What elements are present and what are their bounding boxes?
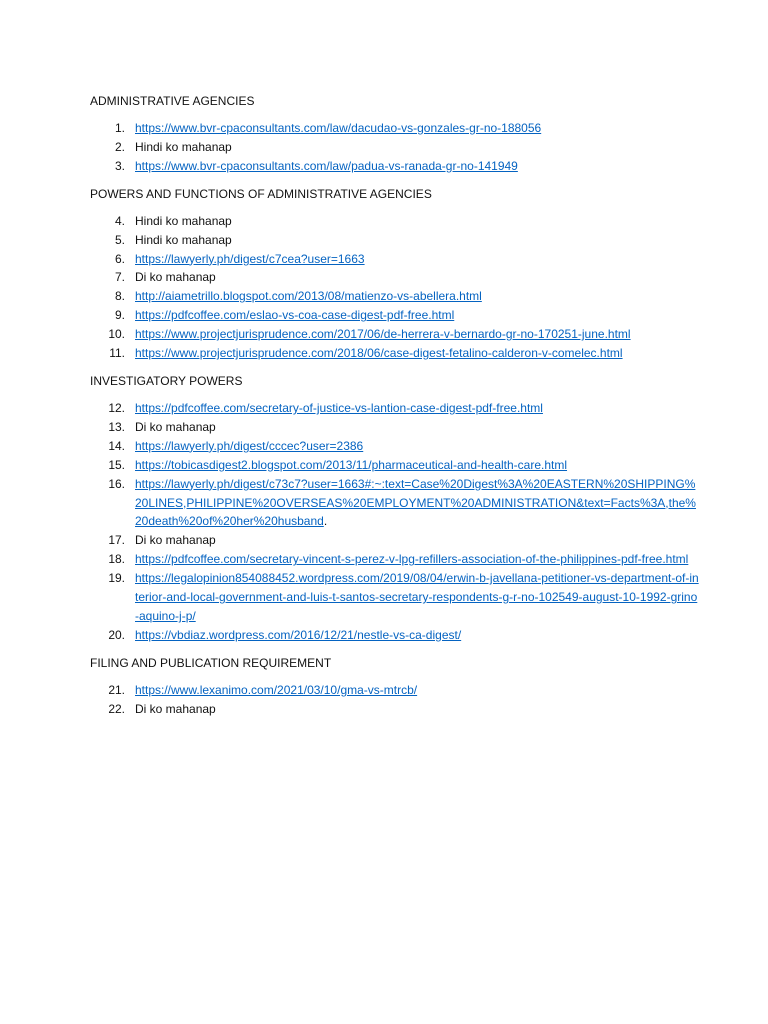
item-number: 2. <box>114 139 125 154</box>
case-link[interactable]: https://tobicasdigest2.blogspot.com/2013/11/pharmaceutical-and-health-care.html <box>135 457 568 472</box>
item-number: 6. <box>114 251 125 266</box>
item-number: 13. <box>108 419 125 434</box>
item-number: 10. <box>108 327 125 342</box>
document-content <box>90 92 700 728</box>
item-note: Hindi ko mahanap <box>135 213 232 228</box>
numbered-list <box>90 399 700 645</box>
item-number: 4. <box>114 213 125 228</box>
item-note: Di ko mahanap <box>135 419 216 434</box>
list-item <box>90 212 700 231</box>
case-link[interactable]: https://www.projectjurisprudence.com/2017/06/de-herrera-v-bernardo-gr-no-170251-june.html <box>135 327 631 342</box>
numbered-list <box>90 681 700 719</box>
case-link[interactable]: http://aiametrillo.blogspot.com/2013/08/matienzo-vs-abellera.html <box>135 289 482 304</box>
case-link[interactable]: https://lawyerly.ph/digest/c73c7?user=1663#:~:text=Case%20Digest%3A%20EASTERN%20SHIPPING%20LINES,PHILIPPINE%20OVERSEAS%20EMPLOYMENT%20ADMINISTRATION&text=Facts%3A,the%20death%20of%20her%20husband <box>135 476 696 529</box>
case-link[interactable]: https://lawyerly.ph/digest/cccec?user=2386 <box>135 438 364 453</box>
case-link[interactable]: https://www.projectjurisprudence.com/2018/06/case-digest-fetalino-calderon-v-comelec.html <box>135 346 623 361</box>
item-number: 18. <box>108 552 125 567</box>
case-link[interactable]: https://pdfcoffee.com/secretary-of-justice-vs-lantion-case-digest-pdf-free.html <box>135 400 543 415</box>
case-link[interactable]: https://www.bvr-cpaconsultants.com/law/dacudao-vs-gonzales-gr-no-188056 <box>135 121 542 135</box>
case-link[interactable]: https://pdfcoffee.com/eslao-vs-coa-case-digest-pdf-free.html <box>135 308 455 323</box>
item-note: Hindi ko mahanap <box>135 139 232 154</box>
section-powers-and-functions <box>90 185 700 363</box>
item-number: 21. <box>108 682 125 697</box>
item-number: 3. <box>114 158 125 173</box>
item-number: 20. <box>108 627 125 642</box>
case-link[interactable]: https://pdfcoffee.com/secretary-vincent-s-perez-v-lpg-refillers-association-of-the-philippines-pdf-free.html <box>135 552 689 567</box>
item-number: 14. <box>108 438 125 453</box>
list-item <box>90 399 700 418</box>
item-number: 9. <box>114 308 125 323</box>
list-item <box>90 344 700 363</box>
item-number: 15. <box>108 457 125 472</box>
list-item <box>90 231 700 250</box>
case-link[interactable]: https://vbdiaz.wordpress.com/2016/12/21/nestle-vs-ca-digest/ <box>135 627 462 642</box>
list-item <box>90 700 700 719</box>
list-item <box>90 437 700 456</box>
item-note: Di ko mahanap <box>135 533 216 548</box>
list-item <box>90 268 700 287</box>
item-number: 5. <box>114 232 125 247</box>
list-item <box>90 626 700 645</box>
list-item <box>90 550 700 569</box>
item-number: 22. <box>108 701 125 716</box>
numbered-list <box>90 119 700 176</box>
item-number: 11. <box>109 346 125 361</box>
trailing-period: . <box>323 514 328 529</box>
item-note: Di ko mahanap <box>135 270 216 285</box>
section-heading: ADMINISTRATIVE AGENCIES <box>90 94 255 108</box>
list-item <box>90 456 700 475</box>
list-item <box>90 531 700 550</box>
item-number: 19. <box>108 571 125 586</box>
list-item <box>90 250 700 269</box>
section-investigatory-powers <box>90 372 700 645</box>
list-item <box>90 681 700 700</box>
item-number: 12. <box>108 400 125 415</box>
case-link[interactable]: https://legalopinion854088452.wordpress.com/2019/08/04/erwin-b-javellana-petitioner-vs-department-of-interior-and-local-government-and-luis-t-santos-secretary-respondents-g-r-no-102549-august-10-1992-grino-aquino-j-p/ <box>135 571 699 623</box>
list-item <box>90 157 700 176</box>
item-note: Hindi ko mahanap <box>135 232 232 247</box>
section-filing-and-publication <box>90 654 700 719</box>
section-heading: POWERS AND FUNCTIONS OF ADMINISTRATIVE AGENCIES <box>90 186 432 201</box>
case-link[interactable]: https://www.lexanimo.com/2021/03/10/gma-vs-mtrcb/ <box>135 682 418 697</box>
item-note: Di ko mahanap <box>135 701 216 716</box>
list-item <box>90 418 700 437</box>
list-item <box>90 325 700 344</box>
list-item <box>90 119 700 138</box>
list-item <box>90 306 700 325</box>
list-item <box>90 138 700 157</box>
section-heading: INVESTIGATORY POWERS <box>90 373 243 388</box>
list-item <box>90 287 700 306</box>
section-heading: FILING AND PUBLICATION REQUIREMENT <box>90 655 332 670</box>
list-item <box>90 475 700 532</box>
item-number: 7. <box>114 270 125 285</box>
item-number: 17. <box>108 533 125 548</box>
list-item <box>90 569 700 626</box>
item-number: 1. <box>114 121 125 135</box>
section-administrative-agencies <box>90 92 700 176</box>
item-number: 8. <box>114 289 125 304</box>
case-link[interactable]: https://lawyerly.ph/digest/c7cea?user=1663 <box>135 251 365 266</box>
numbered-list <box>90 212 700 363</box>
case-link[interactable]: https://www.bvr-cpaconsultants.com/law/padua-vs-ranada-gr-no-141949 <box>135 158 518 173</box>
item-number: 16. <box>108 476 125 491</box>
